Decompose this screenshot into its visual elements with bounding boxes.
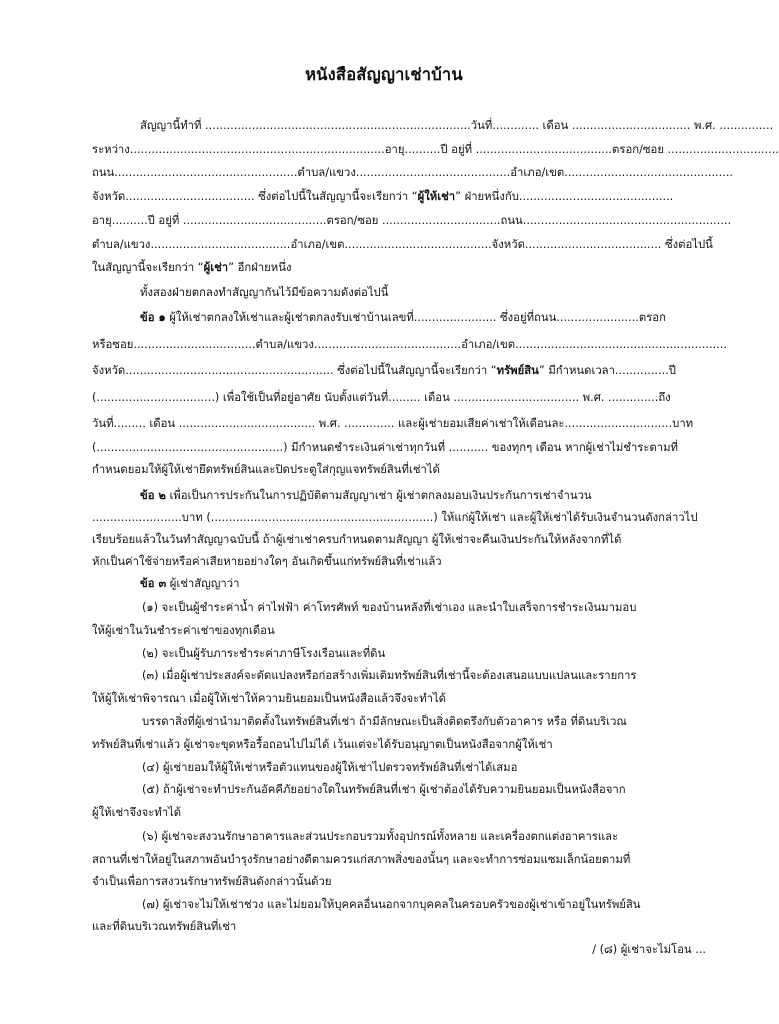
- preamble-line-6: ตำบล/แขวง.......................................อำเภอ/เขต.........................................จังหวัด...................................... ซึ่งต่อไปนี้: [92, 238, 713, 251]
- clause-1-line-1: ข้อ ๑ ผู้ให้เช่าตกลงให้เช่าและผู้เช่าตกลงรับเช่าบ้านเลขที่....................... ซึ่งอยู่ที่ถนน.......................ตรอก: [140, 311, 666, 324]
- preamble-line-2: ระหว่าง.......................................................................อายุ..........ปี อยู่ที่ ......................................ตรอก/ซอย ...............................: [92, 143, 779, 156]
- clause-3-item-1-line-2: ให้ผู้เช่าในวันชำระค่าเช่าของทุกเดือน: [92, 624, 275, 637]
- clause-3-item-1-line-1: (๑) จะเป็นผู้ชำระค่าน้ำ ค่าไฟฟ้า ค่าโทรศัพท์ ของบ้านหลังที่เช่าเอง และนำใบเสร็จการชำระเงินมามอบ: [142, 601, 637, 614]
- clause-1-heading: ข้อ ๑: [140, 311, 166, 324]
- clause-3-item-5-line-1: (๕) ถ้าผู้เช่าจะทำประกันอัคคีภัยอย่างใดในทรัพย์สินที่เช่า ผู้เช่าต้องได้รับความยินยอมเป็นหนังสือจาก: [142, 783, 626, 796]
- clause-1-line-2: หรือซอย..................................ตำบล/แขวง.........................................อำเภอ/เขต...........................................................: [92, 338, 727, 351]
- clause-2-line-1: ข้อ ๒ เพื่อเป็นการประกันในการปฏิบัติตามสัญญาเช่า ผู้เช่าตกลงมอบเงินประกันการเช่าจำนวน: [140, 489, 592, 502]
- clause-3-item-2: (๒) จะเป็นผู้รับภาระชำระค่าภาษีโรงเรือนและที่ดิน: [142, 647, 386, 660]
- agreement-intro: ทั้งสองฝ่ายตกลงทำสัญญากันไว้มีข้อความดังต่อไปนี้: [140, 286, 389, 299]
- clause-3-item-3-line-4: ทรัพย์สินที่เช่าแล้ว ผู้เช่าจะขุดหรือรื้อถอนไปไม่ได้ เว้นแต่จะได้รับอนุญาตเป็นหนังสือจากผู้ให้เช่า: [92, 738, 553, 751]
- clause-3-item-6-line-1: (๖) ผู้เช่าจะสงวนรักษาอาคารและส่วนประกอบรวมทั้งอุปกรณ์ทั้งหลาย และเครื่องตกแต่งอาคารและ: [142, 830, 619, 843]
- preamble-line-4: จังหวัด.................................... ซึ่งต่อไปนี้ในสัญญานี้จะเรียกว่า “ผู้ให้เช่า” ฝ่ายหนึ่งกับ...........................................: [92, 190, 674, 203]
- clause-1-line-3: จังหวัด.......................................................... ซึ่งต่อไปนี้ในสัญญานี้จะเรียกว่า “ทรัพย์สิน” มีกำหนดเวลา...............ปี: [92, 364, 676, 377]
- continuation-note: / (๘) ผู้เช่าจะไม่โอน ...: [592, 943, 706, 956]
- clause-3-heading: ข้อ ๓: [140, 577, 167, 590]
- preamble-line-1: สัญญานี้ทำที่ ..........................................................................วันที่............. เดือน ................................. พ.ศ. ...............: [140, 119, 774, 132]
- clause-3-item-6-line-2: สถานที่เช่าให้อยู่ในสภาพอันบำรุงรักษาอย่างดีตามควรแก่สภาพสิ่งของนั้นๆ และจะทำการซ่อมแซมเล็กน้อยตามที่: [92, 853, 631, 866]
- clause-3-item-6-line-3: จำเป็นเพื่อการสงวนรักษาทรัพย์สินดังกล่าวนั้นด้วย: [92, 875, 332, 888]
- clause-3-item-3-line-1: (๓) เมื่อผู้เช่าประสงค์จะดัดแปลงหรือก่อสร้างเพิ่มเติมทรัพย์สินที่เช่านี้จะต้องเสนอแบบแปลนและรายการ: [142, 669, 637, 682]
- preamble-line-5: อายุ..........ปี อยู่ที่ ........................................ตรอก/ซอย .................................ถนน..........................................................: [92, 214, 732, 227]
- clause-3-item-4: (๔) ผู้เช่ายอมให้ผู้ให้เช่าหรือตัวแทนของผู้ให้เช่าไปตรวจทรัพย์สินที่เช่าได้เสมอ: [142, 761, 518, 774]
- clause-2-line-2: .........................บาท (..............................................................) ให้แก่ผู้ให้เช่า และผู้ให้เช่าได้รับเงินจำนวนดังกล่าวไป: [92, 511, 698, 524]
- clause-2-line-4: หักเป็นค่าใช้จ่ายหรือค่าเสียหายอย่างใดๆ อันเกิดขึ้นแก่ทรัพย์สินที่เช่าแล้ว: [92, 555, 442, 568]
- clause-1-line-7: กำหนดยอมให้ผู้ให้เช่ายึดทรัพย์สินและปิดประตูใส่กุญแจทรัพย์สินที่เช่าได้: [92, 463, 440, 476]
- clause-3-item-3-line-2: ให้ผู้ให้เช่าพิจารณา เมื่อผู้ให้เช่าให้ความยินยอมเป็นหนังสือแล้วจึงจะทำได้: [92, 692, 446, 705]
- clause-1-line-4: (.................................) เพื่อใช้เป็นที่อยู่อาศัย นับตั้งแต่วันที่......... เดือน ................................... พ.ศ. ..............ถึง: [92, 391, 671, 404]
- clause-1-line-6: (....................................................) มีกำหนดชำระเงินค่าเช่าทุกวันที่ ........... ของทุกๆ เดือน หากผู้เช่าไม่ชำระตามที่: [92, 441, 679, 454]
- clause-2-heading: ข้อ ๒: [140, 489, 166, 502]
- property-term: ทรัพย์สิน: [496, 364, 539, 377]
- clause-3-item-3-line-3: บรรดาสิ่งที่ผู้เช่านำมาติดตั้งในทรัพย์สินที่เช่า ถ้ามีลักษณะเป็นสิ่งติดตรึงกับตัวอาคาร หรือ ที่ดินบริเวณ: [142, 715, 627, 728]
- lessor-term: ผู้ให้เช่า: [417, 190, 456, 203]
- document-title: หนังสือสัญญาเช่าบ้าน: [305, 65, 463, 84]
- clause-3-heading-line: ข้อ ๓ ผู้เช่าสัญญาว่า: [140, 577, 240, 590]
- clause-1-line-5: วันที่......... เดือน ...................................... พ.ศ. .............. และผู้เช่ายอมเสียค่าเช่าให้เดือนละ..............................บาท: [92, 417, 694, 430]
- preamble-line-7: ในสัญญานี้จะเรียกว่า “ผู้เช่า” อีกฝ่ายหนึ่ง: [92, 261, 292, 274]
- clause-3-item-5-line-2: ผู้ให้เช่าจึงจะทำได้: [92, 806, 182, 819]
- preamble-line-3: ถนน...................................................ตำบล/แขวง...........................................อำเภอ/เขต...............................................: [92, 166, 733, 179]
- clause-3-item-7-line-1: (๗) ผู้เช่าจะไม่ให้เช่าช่วง และไม่ยอมให้บุคคลอื่นนอกจากบุคคลในครอบครัวของผู้เช่าเข้าอยู่ในทรัพย์สิน: [142, 898, 641, 911]
- clause-3-item-7-line-2: และที่ดินบริเวณทรัพย์สินที่เช่า: [92, 920, 237, 933]
- clause-2-line-3: เรียบร้อยแล้วในวันทำสัญญาฉบับนี้ ถ้าผู้เช่าเช่าครบกำหนดตามสัญญา ผู้ให้เช่าจะคืนเงินประกันให้หลังจากที่ได้: [92, 533, 622, 546]
- lessee-term: ผู้เช่า: [203, 261, 229, 274]
